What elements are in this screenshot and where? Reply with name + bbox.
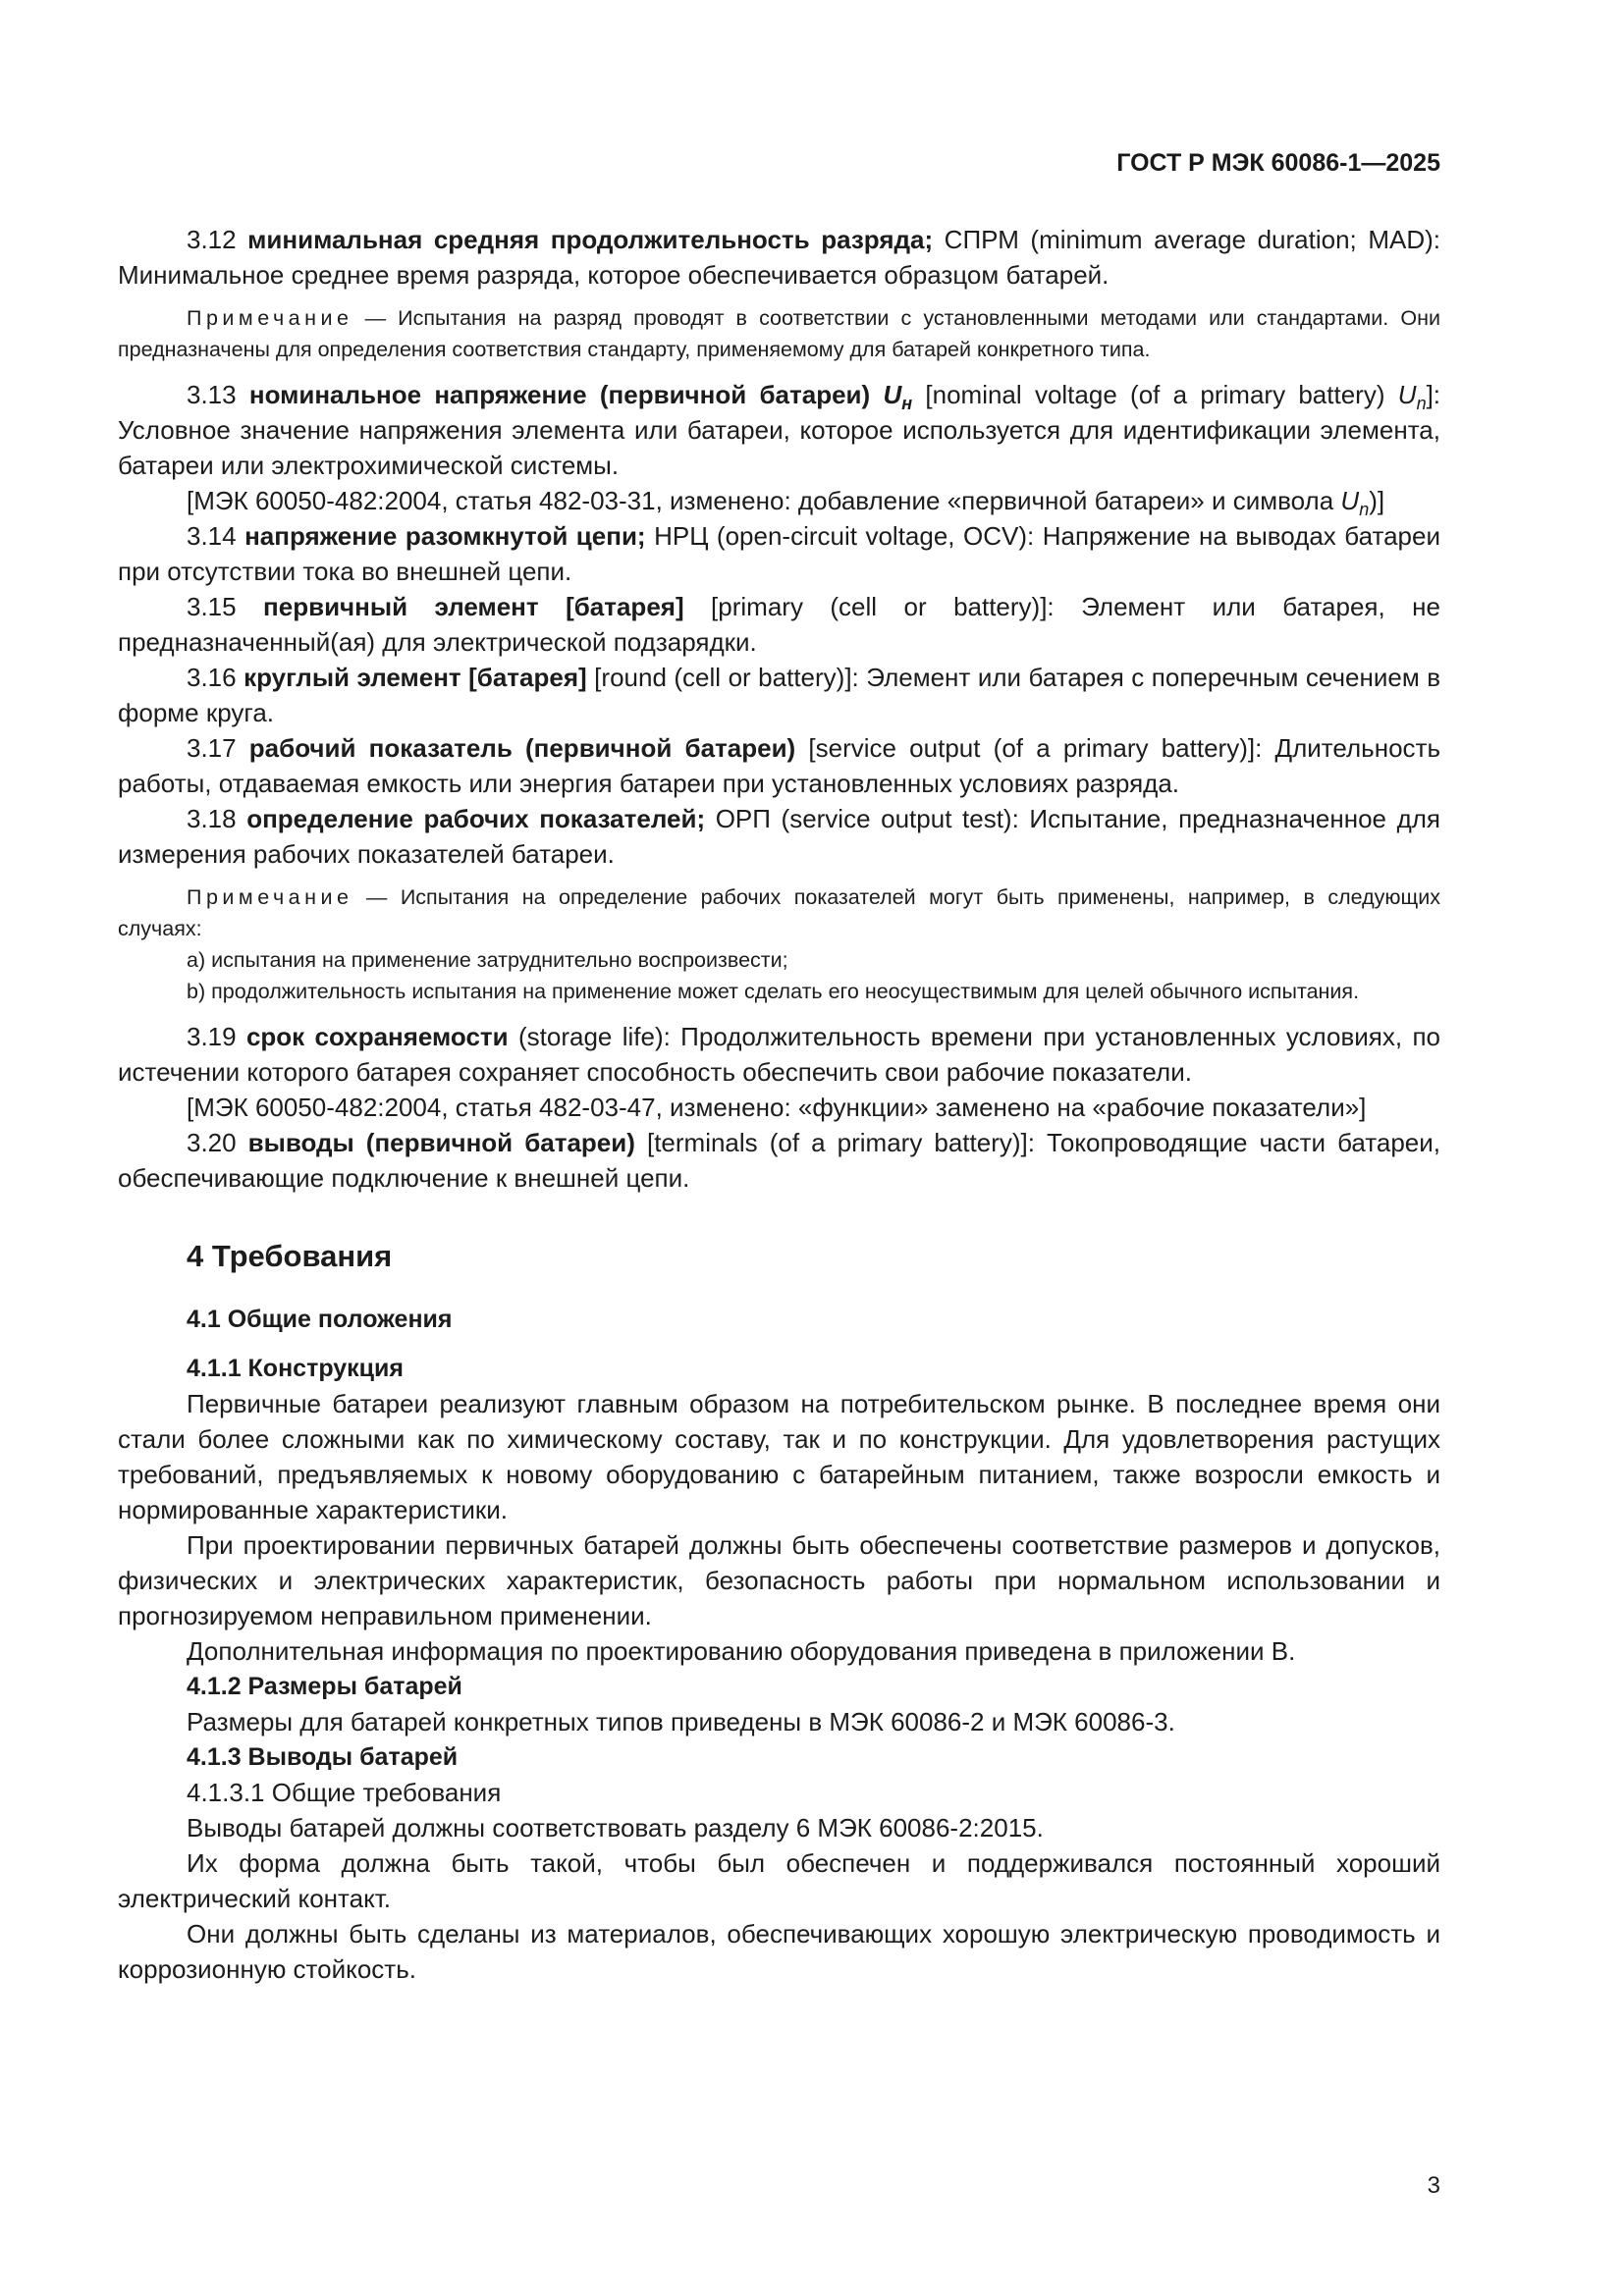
term-number: 3.18 (187, 804, 247, 833)
term-definition: ОРП (service output test): Испытание, предназначенное для измерения рабочих показателей батареи. (118, 804, 1441, 869)
term-number: 3.16 (187, 663, 244, 692)
voltage-symbol: $U_н$ (883, 380, 913, 413)
term-number: 3.14 (187, 521, 245, 551)
paragraph-construction-1: Первичные батареи реализуют главным образом на потребительском рынке. В последнее время они стали более сложными как по химическому составу, так и по конструкции. Для удовлетворения растущих требований, предъявляемых к новому оборудованию с батарейным питанием, также возросли емкость и нормированные характеристики. (118, 1389, 1440, 1524)
term-definition: [primary (cell or battery)]: Элемент или батарея, не предназначенный(ая) для электрической подзарядки. (118, 592, 1440, 657)
voltage-symbol-en: $U_n$ (1397, 380, 1427, 413)
note-3-12 (118, 302, 1440, 365)
term-title: напряжение разомкнутой цепи; (244, 521, 646, 551)
term-definition: [terminals (of a primary battery)]: Токопроводящие части батареи, обеспечивающие подключение к внешней цепи. (118, 1128, 1440, 1193)
subsection-4-1-3-heading: 4.1.3 Выводы батарей (187, 1743, 459, 1771)
page-number: 3 (1427, 2172, 1440, 2199)
term-english: [nominal voltage (of a primary battery) (912, 380, 1398, 409)
term-number: 3.12 (187, 225, 248, 254)
term-3-20 (118, 1125, 1440, 1196)
paragraph-terminals-1: Выводы батарей должны соответствовать разделу 6 МЭК 60086-2:2015. (187, 1813, 1044, 1842)
note-item-a: а) испытания на применение затруднительно воспроизвести; (187, 948, 788, 972)
term-number: 3.15 (187, 592, 264, 621)
term-3-19 (118, 1019, 1440, 1090)
term-title: выводы (первичной батареи) (247, 1128, 635, 1157)
term-3-17 (118, 730, 1440, 801)
paragraph-construction-2: При проектировании первичных батарей должны быть обеспечены соответствие размеров и допусков, физических и электрических характеристик, безопасность работы при нормальном использовании и прогнозируемом неправильном применении. (118, 1530, 1440, 1630)
term-3-16 (118, 660, 1440, 730)
subsection-4-1-heading: 4.1 Общие положения (187, 1306, 453, 1333)
term-number: 3.20 (187, 1128, 248, 1157)
term-title: определение рабочих показателей; (246, 804, 706, 833)
term-definition: НРЦ (open-circuit voltage, OCV): Напряжение на выводах батареи при отсутствии тока во внешней цепи. (118, 521, 1440, 586)
note-intro (118, 881, 1440, 944)
term-3-12 (118, 222, 1440, 293)
section-4-heading: 4 Требования (187, 1239, 393, 1273)
term-definition: СПРМ (minimum average duration; MAD): Минимальное среднее время разряда, которое обеспечивается образцом батарей. (118, 225, 1441, 290)
term-3-19-source: [МЭК 60050-482:2004, статья 482-03-47, изменено: «функции» заменено на «рабочие показатели»] (187, 1093, 1367, 1122)
paragraph-terminals-2: Их форма должна быть такой, чтобы был обеспечен и поддерживался постоянный хороший электрический контакт. (118, 1848, 1440, 1913)
paragraph-construction-3: Дополнительная информация по проектированию оборудования приведена в приложении В. (187, 1636, 1296, 1666)
voltage-symbol-ref: $U_n$ (1340, 486, 1370, 519)
term-3-13 (118, 377, 1440, 483)
term-definition: [service output (of a primary battery)]: Длительность работы, отдаваемая емкость или энергия батареи при установленных условиях разряда. (118, 733, 1440, 798)
term-number: 3.17 (187, 733, 249, 763)
note-3-18 (118, 881, 1440, 1007)
paragraph-terminals-3: Они должны быть сделаны из материалов, обеспечивающих хорошую электрическую проводимость и коррозионную стойкость. (118, 1919, 1440, 1984)
subsection-4-1-1-heading: 4.1.1 Конструкция (187, 1355, 405, 1382)
term-number: 3.13 (187, 380, 249, 409)
note-item-b: b) продолжительность испытания на применение может сделать его неосуществимым для целей обычного испытания. (187, 980, 1360, 1003)
term-title: первичный элемент [батарея] (263, 592, 684, 621)
term-3-14 (118, 518, 1440, 589)
subsection-4-1-2-heading: 4.1.2 Размеры батарей (187, 1673, 462, 1700)
paragraph-dimensions: Размеры для батарей конкретных типов приведены в МЭК 60086-2 и МЭК 60086-3. (187, 1707, 1175, 1736)
note-label: Примечание (187, 306, 353, 330)
term-definition: (storage life): Продолжительность времени при установленных условиях, по истечении которого батарея сохраняет способность обеспечить свои рабочие показатели. (118, 1022, 1440, 1087)
term-3-13-source: [МЭК 60050-482:2004, статья 482-03-31, изменено: добавление «первичной батареи» и символа $U_n$)] (187, 486, 1385, 519)
term-definition: [round (cell or battery)]: Элемент или батарея с поперечным сечением в форме круга. (118, 663, 1441, 727)
term-title: рабочий показатель (первичной батареи) (248, 733, 796, 763)
note-label: Примечание (187, 885, 353, 909)
term-3-15 (118, 589, 1440, 660)
term-title: минимальная средняя продолжительность разряда; (247, 225, 934, 254)
term-number: 3.19 (187, 1022, 246, 1051)
term-title: круглый элемент [батарея] (244, 663, 587, 692)
note-text: — Испытания на разряд проводят в соответствии с установленными методами или стандартами. Они предназначены для определения соответствия стандарту, применяемому для батарей конкретного типа. (118, 306, 1440, 361)
note-text: — Испытания на определение рабочих показателей могут быть применены, например, в следующих случаях: (118, 885, 1440, 940)
term-title: срок сохраняемости (245, 1022, 509, 1051)
term-definition: ]: Условное значение напряжения элемента или батареи, которое используется для идентификации элемента, батареи или электрохимической системы. (118, 380, 1441, 480)
term-title: номинальное напряжение (первичной батареи) (248, 380, 884, 409)
page-body (118, 222, 1440, 1987)
document-code-header: ГОСТ Р МЭК 60086-1—2025 (1116, 149, 1440, 177)
subsection-4-1-3-1-heading: 4.1.3.1 Общие требования (187, 1778, 502, 1807)
term-3-18 (118, 801, 1440, 872)
